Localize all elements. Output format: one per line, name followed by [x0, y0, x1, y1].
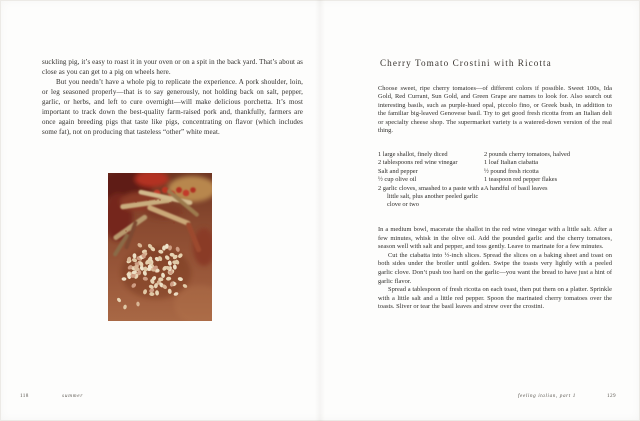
body-paragraph: suckling pig, it’s easy to roast it in your oven or on a spit in the back yard. That’s about as close as you can get to a pig on wheels here.	[42, 58, 303, 76]
method-paragraph: In a medium bowl, macerate the shallot in the red wine vinegar with a little salt. After a few minutes, whisk in the olive oil. Add the pounded garlic and the cherry tomatoes, season well with salt and pepper, and toss gently. Leave to marinate for a few minutes.	[378, 226, 612, 251]
ingredients-column-2	[484, 151, 584, 210]
ingredient-item: 2 pounds cherry tomatoes, halved	[484, 151, 571, 158]
ingredient-item: 2 garlic cloves, smashed to a paste with a little salt, plus another peeled garlic clove or two	[378, 184, 484, 209]
recipe-intro-paragraph: Choose sweet, ripe cherry tomatoes—of different colors if possible. Sweet 100s, Ida Gold, Red Currant, Sun Gold, and Green Grape are names to look for. Also search out interesting basils, such as purple-hued opal, piccolo fino, or Greek bush, in addition to the familiar big-leaved Genovese basil. Try to get good fresh ricotta from an Italian deli or specialty cheese shop. The supermarket variety is a watered-down version of the real thing.	[378, 85, 612, 135]
ingredient-item: A handful of basil leaves	[484, 184, 548, 192]
left-body-text	[42, 57, 303, 137]
left-page-number: 118	[20, 393, 29, 399]
method-text	[378, 226, 612, 312]
ingredients-list	[378, 151, 612, 210]
ingredient-item: 1 loaf Italian ciabatta	[484, 159, 539, 167]
body-paragraph: But you needn’t have a whole pig to replicate the experience. A pork shoulder, loin, or leg seasoned properly—that is to say generously, not holding back on salt, pepper, garlic, or herbs, and left to cure overnight—will make delicious porchetta. It’s most important to track down the best-quality farm-raised pork and, thankfully, farmers are once again breeding pigs that taste like pigs, concentrating on flavor (which includes some fat), not on producing that tasteless “other” white meat.	[42, 78, 303, 136]
recipe-title: Cherry Tomato Crostini with Ricotta	[380, 58, 552, 68]
ingredient-item: ½ cup olive oil	[378, 176, 417, 184]
ingredient-item: 1 large shallot, finely diced	[378, 151, 448, 158]
beans-photo-illustration	[108, 173, 212, 321]
ingredient-item: 2 tablespoons red wine vinegar	[378, 159, 458, 167]
method-paragraph: Spread a tablespoon of fresh ricotta on each toast, then put them on a platter. Sprinkle with a little salt and a little red pepper. Spoon the marinated cherry tomatoes over the toasts. Sliver or tear the basil leaves and strew over the crostini.	[378, 286, 612, 311]
method-paragraph: Cut the ciabatta into ½-inch slices. Spread the slices on a baking sheet and toast on both sides under the broiler until golden. Swipe the toasts very lightly with a peeled garlic clove. Don’t push too hard on the garlic—you want the bread to have just a hint of garlic flavor.	[378, 251, 612, 285]
right-page-number: 129	[607, 393, 616, 399]
page-gutter	[315, 0, 325, 421]
beans-photo	[108, 173, 212, 321]
ingredient-item: Salt and pepper	[378, 167, 418, 175]
ingredient-item: ½ pound fresh ricotta	[484, 167, 539, 175]
ingredients-column-1	[378, 151, 484, 210]
right-running-footer: feeling italian, part 1	[518, 393, 576, 399]
left-running-footer: summer	[62, 393, 84, 399]
ingredient-item: 1 teaspoon red pepper flakes	[484, 176, 558, 184]
